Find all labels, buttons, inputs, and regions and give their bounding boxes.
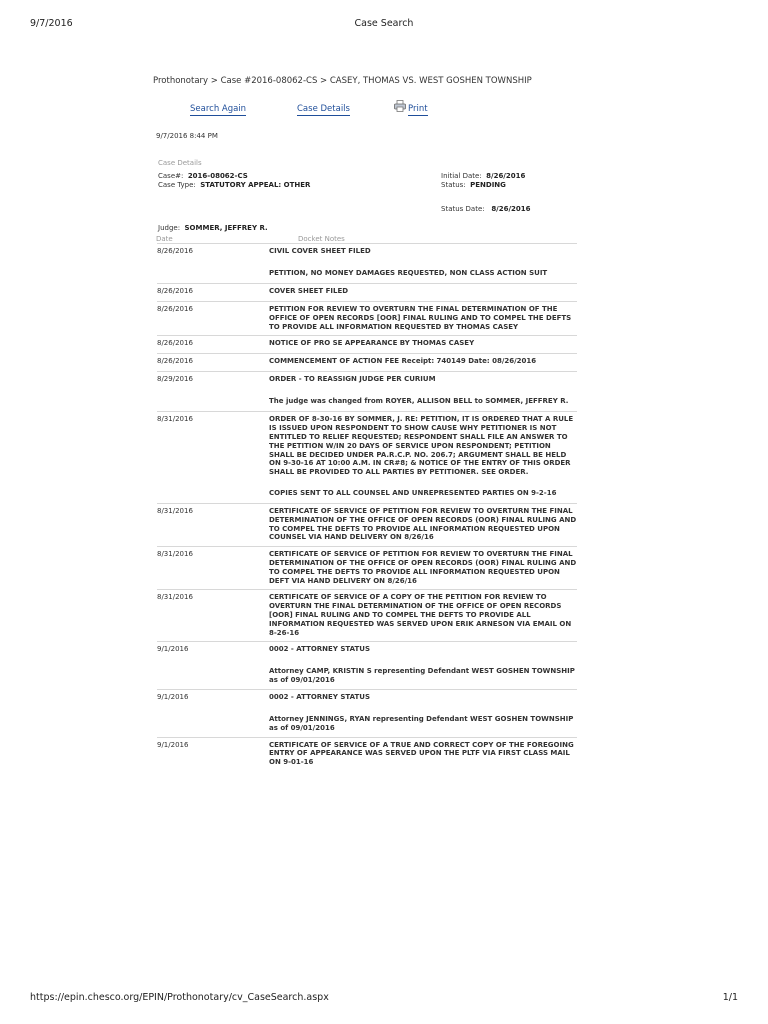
docket-note: CERTIFICATE OF SERVICE OF A TRUE AND CORRECT COPY OF THE FOREGOING ENTRY OF APPEARANCE WAS SERVED UPON THE PLTF VIA FIRST CLASS MAIL ON 9-01-16 bbox=[269, 740, 574, 767]
initial-date-label: Initial Date: bbox=[441, 172, 482, 180]
docket-row bbox=[157, 707, 577, 737]
status-date bbox=[441, 205, 531, 213]
docket-note: COVER SHEET FILED bbox=[269, 287, 349, 295]
docket-note: 0002 - ATTORNEY STATUS bbox=[269, 692, 370, 701]
print-footer bbox=[30, 992, 738, 1006]
docket-note: Attorney JENNINGS, RYAN representing Defendant WEST GOSHEN TOWNSHIP as of 09/01/2016 bbox=[269, 714, 574, 732]
docket-date: 9/1/2016 bbox=[157, 645, 189, 654]
docket-row bbox=[157, 737, 577, 771]
docket-note: ORDER - TO REASSIGN JUDGE PER CURIUM bbox=[269, 375, 436, 384]
docket-row bbox=[157, 546, 577, 589]
search-again-link[interactable]: Search Again bbox=[190, 104, 247, 114]
docket-note: CERTIFICATE OF SERVICE OF PETITION FOR REVIEW TO OVERTURN THE FINAL DETERMINATION OF THE OFFICE OF OPEN RECORDS (OOR) FINAL RULING AND TO COMPEL THE DEFTS TO PROVIDE ALL INFORMATION REQUESTED UPON DEFT VIA HAND DELIVERY ON 8/26/16 bbox=[269, 550, 577, 585]
docket-row bbox=[157, 641, 577, 659]
print-button[interactable] bbox=[394, 100, 428, 114]
docket-date: 8/26/2016 bbox=[157, 357, 193, 366]
column-header-date: Date bbox=[156, 235, 173, 243]
docket-note: CERTIFICATE OF SERVICE OF A COPY OF THE PETITION FOR REVIEW TO OVERTURN THE FINAL DETERMINATION OF THE OFFICE OF OPEN RECORDS [OOR] FINAL RULING AND TO COMPEL THE DEFTS TO PROVIDE ALL INFORMATION REQUESTED WAS SERVED UPON ERIK ARNESON VIA EMAIL ON 8-26-16 bbox=[269, 593, 572, 637]
status-date-value: 8/26/2016 bbox=[491, 205, 531, 213]
print-header bbox=[30, 18, 738, 32]
breadcrumb: Prothonotary > Case #2016-08062-CS > CASEY, THOMAS VS. WEST GOSHEN TOWNSHIP bbox=[153, 76, 532, 86]
docket-table bbox=[157, 243, 577, 771]
status-date-label: Status Date: bbox=[441, 205, 485, 213]
docket-date: 8/26/2016 bbox=[157, 247, 193, 255]
initial-date-value: 8/26/2016 bbox=[486, 172, 526, 180]
timestamp: 9/7/2016 8:44 PM bbox=[156, 132, 218, 140]
case-number-value: 2016-08062-CS bbox=[187, 172, 248, 180]
status bbox=[441, 181, 506, 189]
judge-value: SOMMER, JEFFREY R. bbox=[184, 224, 268, 232]
docket-note: 0002 - ATTORNEY STATUS bbox=[269, 645, 370, 654]
case-number bbox=[158, 172, 248, 180]
status-label: Status: bbox=[441, 181, 466, 189]
docket-date: 8/31/2016 bbox=[157, 506, 193, 515]
docket-note: COPIES SENT TO ALL COUNSEL AND UNREPRESENTED PARTIES ON 9-2-16 bbox=[269, 488, 557, 497]
printer-icon bbox=[394, 100, 406, 112]
docket-row bbox=[157, 371, 577, 389]
docket-date: 8/26/2016 bbox=[157, 305, 193, 313]
docket-date: 8/26/2016 bbox=[157, 339, 193, 348]
judge-label: Judge: bbox=[158, 224, 181, 232]
docket-row bbox=[157, 689, 577, 707]
docket-note: COMMENCEMENT OF ACTION FEE Receipt: 740149 Date: 08/26/2016 bbox=[269, 357, 537, 366]
docket-note: CERTIFICATE OF SERVICE OF PETITION FOR REVIEW TO OVERTURN THE FINAL DETERMINATION OF THE OFFICE OF OPEN RECORDS (OOR) FINAL RULING AND TO COMPEL THE DEFTS TO PROVIDE ALL INFORMATION REQUESTED UPON COUNSEL VIA HAND DELIVERY ON 8/26/16 bbox=[269, 506, 577, 542]
docket-note: ORDER OF 8-30-16 BY SOMMER, J. RE: PETITION, IT IS ORDERED THAT A RULE IS ISSUED UPON RESPONDENT TO SHOW CAUSE WHY PETITIONER IS NOT ENTITLED TO RELIEF REQUESTED; RESPONDENT SHALL FILE AN ANSWER TO THE PETITION W/IN 20 DAYS OF SERVICE UPON RESPONDENT; PETITION SHALL BE DECIDED UNDER PA.R.C.P. NO. 206.7; ARGUMENT SHALL BE HELD ON 9-30-16 AT 10:00 A.M. IN CR#8; & NOTICE OF THE ENTRY OF THIS ORDER SHALL BE PROVIDED TO ALL PARTIES BY PETITIONER. SEE ORDER. bbox=[269, 415, 574, 477]
docket-row bbox=[157, 389, 577, 411]
column-header-docket-notes: Docket Notes bbox=[298, 235, 345, 243]
docket-date: 9/1/2016 bbox=[157, 692, 189, 701]
docket-row bbox=[157, 335, 577, 353]
docket-note: PETITION FOR REVIEW TO OVERTURN THE FINAL DETERMINATION OF THE OFFICE OF OPEN RECORDS [OOR] FINAL RULING AND TO COMPEL THE DEFTS TO PROVIDE ALL INFORMATION REQUESTED BY THOMAS CASEY bbox=[269, 305, 572, 331]
docket-note: NOTICE OF PRO SE APPEARANCE BY THOMAS CASEY bbox=[269, 339, 475, 348]
docket-date: 8/26/2016 bbox=[157, 287, 193, 295]
status-value: PENDING bbox=[470, 181, 506, 189]
docket-row bbox=[157, 411, 577, 481]
case-type bbox=[158, 181, 310, 189]
docket-row bbox=[157, 481, 577, 503]
case-number-label: Case#: bbox=[158, 172, 184, 180]
docket-row bbox=[157, 589, 577, 641]
initial-date bbox=[441, 172, 525, 180]
docket-row bbox=[157, 503, 577, 546]
docket-row bbox=[157, 283, 577, 301]
print-link[interactable]: Print bbox=[408, 104, 428, 114]
docket-date: 8/31/2016 bbox=[157, 415, 193, 424]
case-details-heading: Case Details bbox=[158, 159, 202, 167]
print-title: Case Search bbox=[354, 18, 414, 29]
case-type-value: STATUTORY APPEAL: OTHER bbox=[200, 181, 311, 189]
docket-note: The judge was changed from ROYER, ALLISON BELL to SOMMER, JEFFREY R. bbox=[269, 397, 569, 406]
docket-date: 9/1/2016 bbox=[157, 740, 189, 749]
judge bbox=[158, 224, 268, 232]
case-type-label: Case Type: bbox=[158, 181, 196, 189]
case-details-link[interactable]: Case Details bbox=[297, 104, 350, 114]
docket-date: 8/31/2016 bbox=[157, 550, 193, 559]
docket-date: 8/31/2016 bbox=[157, 593, 193, 602]
docket-row bbox=[157, 301, 577, 335]
page-number: 1/1 bbox=[722, 992, 738, 1003]
docket-row bbox=[157, 261, 577, 283]
docket-row bbox=[157, 353, 577, 371]
print-date: 9/7/2016 bbox=[30, 18, 73, 29]
docket-row bbox=[157, 659, 577, 689]
docket-note: CIVIL COVER SHEET FILED bbox=[269, 247, 371, 255]
docket-row bbox=[157, 243, 577, 261]
page-url: https://epin.chesco.org/EPIN/Prothonotary/cv_CaseSearch.aspx bbox=[30, 992, 329, 1003]
docket-note: PETITION, NO MONEY DAMAGES REQUESTED, NON CLASS ACTION SUIT bbox=[269, 269, 548, 277]
docket-note: Attorney CAMP, KRISTIN S representing Defendant WEST GOSHEN TOWNSHIP as of 09/01/2016 bbox=[269, 667, 575, 685]
docket-date: 8/29/2016 bbox=[157, 375, 193, 384]
